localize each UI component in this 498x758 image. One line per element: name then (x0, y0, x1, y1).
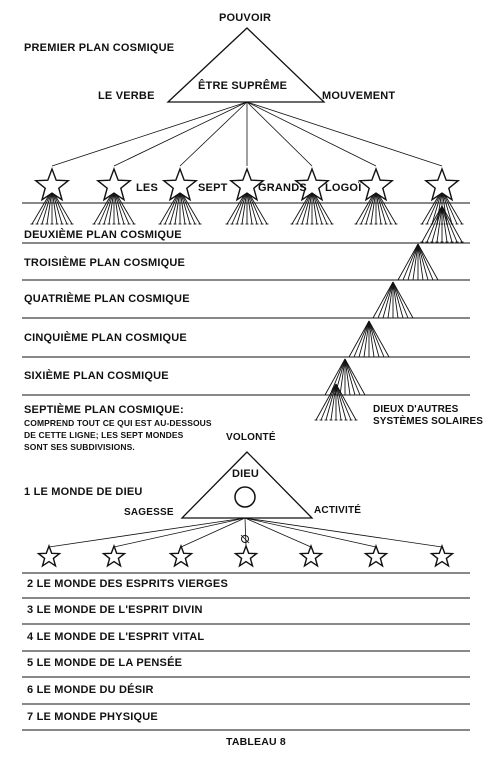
cascade-fan-5 (324, 359, 367, 395)
logoi-connector (247, 102, 442, 166)
plane-label-5: CINQUIÈME PLAN COSMIQUE (24, 332, 187, 344)
world-star-7 (432, 546, 453, 566)
world-label-3: 3 LE MONDE DE L'ESPRIT DIVIN (27, 604, 203, 616)
logoi-rays-4 (226, 190, 269, 224)
ray-line (345, 359, 365, 395)
logoi-connector (180, 102, 247, 166)
dieux-line-1: DIEUX D'AUTRES (373, 404, 459, 415)
logoi-word-grands: GRANDS (258, 182, 307, 194)
cascade-fan-6 (315, 384, 358, 420)
plane-label-2: DEUXIÈME PLAN COSMIQUE (24, 229, 182, 241)
activite-label: ACTIVITÉ (314, 505, 362, 516)
logoi-rays-5 (291, 190, 334, 224)
tableau-caption: TABLEAU 8 (226, 736, 286, 748)
world-star-6 (366, 546, 387, 566)
world-connector (245, 518, 442, 547)
world-label-1: 1 LE MONDE DE DIEU (24, 486, 143, 498)
ray-line (398, 244, 418, 280)
logoi-word-logoi: LOGOÏ (325, 182, 362, 194)
ray-line (349, 321, 369, 357)
logoi-rays-2 (93, 190, 136, 224)
world-label-2: 2 LE MONDE DES ESPRITS VIERGES (27, 578, 228, 590)
world-label-7: 7 LE MONDE PHYSIQUE (27, 711, 158, 723)
logoi-connector (114, 102, 247, 166)
world-connector (49, 518, 245, 547)
world-connector (245, 518, 376, 547)
ray-line (393, 282, 403, 318)
world-label-6: 6 LE MONDE DU DÉSIR (27, 684, 154, 696)
ray-line (408, 244, 418, 280)
ray-line (373, 282, 393, 318)
dieu-label: DIEU (232, 468, 260, 480)
logoi-word-les: LES (136, 182, 158, 194)
sagesse-label: SAGESSE (124, 507, 174, 518)
dieu-circle (235, 487, 255, 507)
world-star-2 (104, 546, 125, 566)
logoi-connector (247, 102, 376, 166)
volonte-label: VOLONTÉ (226, 432, 276, 443)
ray-line (422, 206, 442, 242)
ray-line (418, 244, 428, 280)
pouvoir-label: POUVOIR (219, 12, 272, 24)
cascade-fan-4 (348, 321, 391, 357)
logoi-connector (52, 102, 247, 166)
dieu-triangle (182, 452, 312, 518)
ray-line (359, 321, 369, 357)
ray-line (393, 282, 413, 318)
plane-label-6: SIXIÈME PLAN COSMIQUE (24, 370, 169, 382)
ray-line (316, 384, 336, 420)
logoi-rays-3 (159, 190, 202, 224)
plane-label-4: QUATRIÈME PLAN COSMIQUE (24, 293, 190, 305)
ray-line (369, 321, 389, 357)
ray-line (369, 321, 379, 357)
plane-label-3: TROISIÈME PLAN COSMIQUE (24, 257, 186, 269)
cascade-fan-2 (397, 244, 440, 280)
world-star-1 (39, 546, 60, 566)
ray-line (383, 282, 393, 318)
logoi-rays-1 (31, 190, 74, 224)
septieme-line-1: COMPREND TOUT CE QUI EST AU-DESSOUS (24, 418, 212, 428)
logoi-rays-6 (355, 190, 398, 224)
le-verbe-label: LE VERBE (98, 90, 155, 102)
world-star-5 (301, 546, 322, 566)
world-star-4 (236, 546, 257, 566)
ray-line (418, 244, 438, 280)
world-label-4: 4 LE MONDE DE L'ESPRIT VITAL (27, 631, 205, 643)
world-label-5: 5 LE MONDE DE LA PENSÉE (27, 657, 183, 669)
septieme-line-3: SONT SES SUBDIVISIONS. (24, 442, 135, 452)
dieux-line-2: SYSTÈMES SOLAIRES (373, 416, 484, 427)
world-star-3 (171, 546, 192, 566)
septieme-plan-title: SEPTIÈME PLAN COSMIQUE: (24, 404, 184, 416)
logoi-word-sept: SEPT (198, 182, 228, 194)
ray-line (442, 206, 462, 242)
world-connector (245, 518, 311, 547)
ray-line (345, 359, 355, 395)
premier-plan-label: PREMIER PLAN COSMIQUE (24, 42, 175, 54)
cascade-fan-3 (372, 282, 415, 318)
logoi-connector (247, 102, 312, 166)
etre-supreme-label: ÊTRE SUPRÊME (198, 80, 288, 92)
ray-line (326, 384, 336, 420)
world-connector (114, 518, 245, 547)
mouvement-label: MOUVEMENT (322, 90, 396, 102)
septieme-line-2: DE CETTE LIGNE; LES SEPT MONDES (24, 430, 184, 440)
